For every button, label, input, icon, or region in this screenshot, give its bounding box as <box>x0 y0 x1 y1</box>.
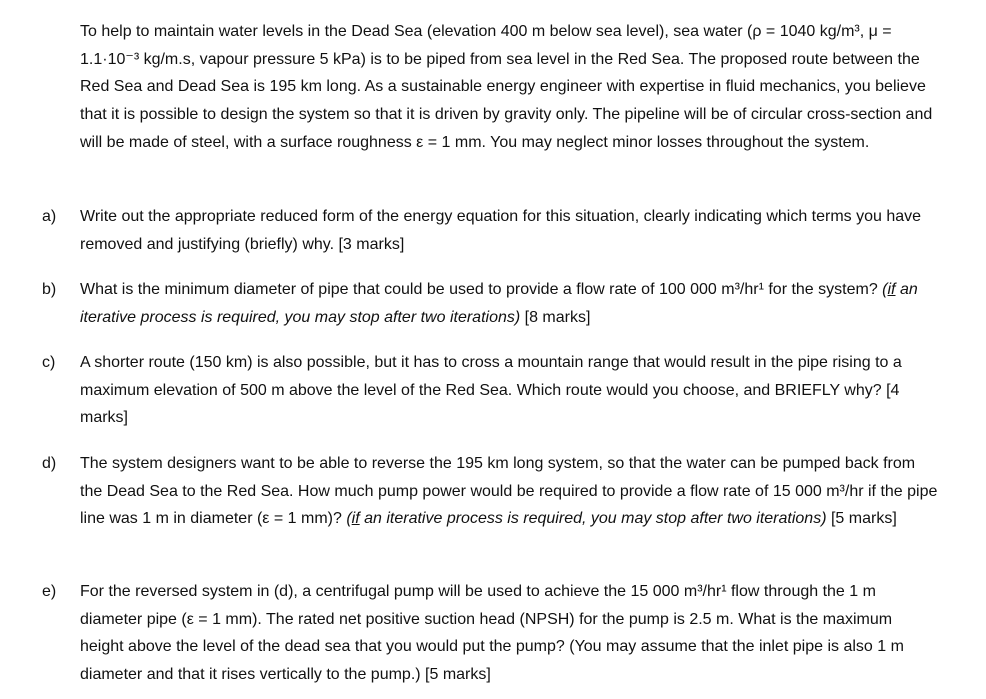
question-b-letter: b) <box>42 281 57 298</box>
problem-intro: To help to maintain water levels in the Dead Sea (elevation 400 m below sea level), sea water (ρ = 1040 kg/m³, μ = 1.1·10⁻³ kg/m.s, vapour pressure 5 kPa) is to be piped from sea level in the Red Sea. The proposed route between the Red Sea and Dead Sea is 195 km long. As a sustainable energy engineer with expertise in fluid mechanics, you believe that it is possible to design the system so that it is driven by gravity only. The pipeline will be of circular cross-section and will be made of steel, with a surface roughness ε = 1 mm. You may neglect minor losses throughout the system. <box>80 23 933 151</box>
question-a-text: Write out the appropriate reduced form of the energy equation for this situation, clearly indicating which terms you have removed and justifying (briefly) why. [3 marks] <box>80 208 922 253</box>
question-b-paren: ( <box>882 281 888 298</box>
question-b-if: if <box>887 281 896 298</box>
question-d-body: The system designers want to be able to reverse the 195 km long system, so that the water can be pumped back from the Dead Sea to the Red Sea. How much pump power would be required to provide a flow rate of 15 000 m³/hr if the pipe line was 1 m in diameter (ε = 1 mm)? <box>80 455 938 527</box>
question-e-letter: e) <box>42 583 57 600</box>
question-b-body: What is the minimum diameter of pipe that could be used to provide a flow rate of 100 000 m³/hr¹ for the system? <box>80 281 883 298</box>
question-d-text <box>80 450 940 533</box>
question-c-text: A shorter route (150 km) is also possible, but it has to cross a mountain range that would result in the pipe rising to a maximum elevation of 500 m above the level of the Red Sea. Which route would you choose, and BRIEFLY why? [4 marks] <box>80 354 902 426</box>
question-d-iteration-note <box>346 510 826 527</box>
question-d-note-rest: an iterative process is required, you may stop after two iterations) <box>359 510 827 527</box>
question-b-text <box>80 276 940 331</box>
question-e-text: For the reversed system in (d), a centrifugal pump will be used to achieve the 15 000 m³/hr¹ flow through the 1 m diameter pipe (ε = 1 mm). The rated net positive suction head (NPSH) for the pump is 2.5 m. What is the maximum height above the level of the dead sea that you would put the pump? (You may assume that the inlet pipe is also 1 m diameter and that it rises vertically to the pump.) [5 marks] <box>80 583 904 683</box>
question-d-marks: [5 marks] <box>826 510 897 527</box>
question-a-letter: a) <box>42 208 57 225</box>
question-b-note-rest: an iterative process is required, you may stop after two iterations) <box>80 281 918 326</box>
question-d-paren: ( <box>346 510 352 527</box>
question-d-if: if <box>351 510 360 527</box>
question-d-letter: d) <box>42 455 57 472</box>
question-c-letter: c) <box>42 354 56 371</box>
question-b-marks: [8 marks] <box>520 308 591 326</box>
